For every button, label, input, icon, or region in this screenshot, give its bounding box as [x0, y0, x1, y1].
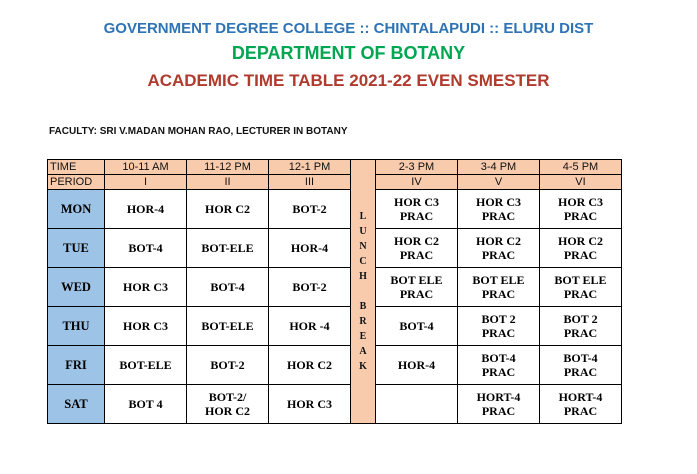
class-cell-line: BOT 4 — [128, 397, 163, 411]
class-cell — [105, 307, 187, 346]
class-cell-line: PRAC — [563, 287, 598, 301]
class-cell-line: BOT ELE — [472, 273, 525, 287]
class-cell-line: BOT-2 — [210, 358, 245, 372]
class-cell — [269, 385, 351, 424]
period-header-cell: VI — [540, 175, 622, 190]
period-header-cell: IV — [376, 175, 458, 190]
college-title: GOVERNMENT DEGREE COLLEGE :: CHINTALAPUDI :: ELURU DIST — [103, 20, 594, 37]
class-cell-line: PRAC — [481, 287, 516, 301]
period-header-cell: V — [458, 175, 540, 190]
lunch-break-letter: K — [359, 361, 367, 372]
day-label: THU — [48, 307, 105, 346]
day-label: MON — [48, 190, 105, 229]
class-cell — [187, 268, 269, 307]
day-row — [48, 307, 622, 346]
day-row — [48, 346, 622, 385]
class-cell-line: BOT-4 — [128, 241, 163, 255]
class-cell-line: BOT-4 — [563, 351, 598, 365]
class-cell — [540, 346, 622, 385]
class-cell-line: BOT-ELE — [119, 358, 172, 372]
class-cell-line: PRAC — [481, 365, 516, 379]
class-cell — [458, 307, 540, 346]
lunch-break-letter: U — [359, 226, 367, 237]
class-cell-line: PRAC — [399, 209, 434, 223]
class-cell-line: PRAC — [481, 326, 516, 340]
day-row — [48, 385, 622, 424]
class-cell — [540, 190, 622, 229]
class-cell-line: PRAC — [563, 209, 598, 223]
class-cell-line: BOT-4 — [399, 319, 434, 333]
class-cell — [269, 307, 351, 346]
class-cell — [187, 307, 269, 346]
period-header-cell: I — [105, 175, 187, 190]
class-cell — [376, 346, 458, 385]
class-cell-line: BOT-2/ — [208, 390, 247, 404]
lunch-break-letter: N — [359, 241, 367, 252]
class-cell-line: BOT ELE — [390, 273, 443, 287]
class-cell — [187, 190, 269, 229]
class-cell-line: HOR C2 — [287, 358, 332, 372]
period-header-cell: III — [269, 175, 351, 190]
class-cell-line: PRAC — [563, 248, 598, 262]
class-cell-line: HOR C2 — [476, 234, 521, 248]
class-cell — [187, 346, 269, 385]
class-cell-line: BOT 2 — [481, 312, 516, 326]
class-cell-line: HOR C3 — [287, 397, 332, 411]
period-header-cell: II — [187, 175, 269, 190]
class-cell-line: HOR C3 — [558, 195, 603, 209]
lunch-break-letter: A — [359, 346, 367, 357]
class-cell-line: PRAC — [563, 404, 598, 418]
class-cell — [540, 385, 622, 424]
class-cell — [376, 190, 458, 229]
class-cell — [458, 229, 540, 268]
class-cell-line: HOR C2 — [394, 234, 439, 248]
class-cell — [376, 307, 458, 346]
class-cell-line: PRAC — [481, 248, 516, 262]
class-cell-line: HOR-4 — [290, 241, 329, 255]
class-cell — [187, 229, 269, 268]
class-cell-line: HOR C3 — [394, 195, 439, 209]
class-cell-line: HOR -4 — [289, 319, 330, 333]
class-cell — [540, 307, 622, 346]
class-cell-line: PRAC — [563, 326, 598, 340]
lunch-break-letter: L — [359, 211, 367, 222]
class-cell-line: PRAC — [481, 404, 516, 418]
timetable-title: ACADEMIC TIME TABLE 2021-22 EVEN SMESTER — [147, 71, 550, 90]
class-cell — [376, 268, 458, 307]
lunch-break-text — [351, 209, 375, 374]
class-cell — [376, 229, 458, 268]
time-header-cell: 2-3 PM — [376, 160, 458, 175]
class-cell-line: HOR-4 — [126, 202, 165, 216]
time-header-cell: 12-1 PM — [269, 160, 351, 175]
class-cell — [187, 385, 269, 424]
class-cell-line: BOT-4 — [210, 280, 245, 294]
class-cell — [105, 190, 187, 229]
class-cell-line: HOR C2 — [205, 202, 250, 216]
timetable-body — [48, 160, 622, 424]
department-title: DEPARTMENT OF BOTANY — [231, 43, 466, 63]
class-cell-line: BOT-2 — [292, 280, 327, 294]
class-cell-line: BOT 2 — [563, 312, 598, 326]
lunch-break-letter: E — [359, 331, 367, 342]
class-cell-line: HOR C2 — [558, 234, 603, 248]
class-cell-line: PRAC — [399, 248, 434, 262]
day-label: TUE — [48, 229, 105, 268]
class-cell — [458, 190, 540, 229]
class-cell — [458, 346, 540, 385]
day-row — [48, 229, 622, 268]
period-header-row — [48, 175, 622, 190]
time-header-row — [48, 160, 622, 175]
day-label: FRI — [48, 346, 105, 385]
class-cell-line: BOT-4 — [481, 351, 516, 365]
class-cell-line: HOR C2 — [205, 404, 250, 418]
class-cell-line: PRAC — [399, 287, 434, 301]
class-cell — [540, 268, 622, 307]
class-cell — [269, 268, 351, 307]
lunch-break-letter — [351, 284, 375, 299]
class-cell-line: BOT ELE — [554, 273, 607, 287]
class-cell-line: BOT-ELE — [201, 241, 254, 255]
time-header-cell: 3-4 PM — [458, 160, 540, 175]
time-label: TIME — [48, 160, 105, 175]
class-cell — [458, 268, 540, 307]
lunch-break-letter: R — [359, 316, 367, 327]
class-cell-line: BOT-ELE — [201, 319, 254, 333]
lunch-break-letter: H — [359, 271, 367, 282]
class-cell — [105, 229, 187, 268]
time-header-cell: 4-5 PM — [540, 160, 622, 175]
class-cell — [105, 346, 187, 385]
class-cell — [105, 268, 187, 307]
class-cell — [269, 346, 351, 385]
class-cell-line: PRAC — [563, 365, 598, 379]
class-cell-line: HOR C3 — [476, 195, 521, 209]
class-cell-line: HORT-4 — [476, 390, 521, 404]
class-cell — [540, 229, 622, 268]
lunch-break-letter: B — [359, 301, 367, 312]
lunch-break-letter: C — [359, 256, 367, 267]
day-row — [48, 190, 622, 229]
day-row — [48, 268, 622, 307]
timetable — [47, 159, 622, 424]
time-header-cell: 11-12 PM — [187, 160, 269, 175]
day-label: SAT — [48, 385, 105, 424]
lunch-break-column — [351, 160, 376, 424]
class-cell-line: HOR-4 — [397, 358, 436, 372]
class-cell — [376, 385, 458, 424]
class-cell — [269, 229, 351, 268]
period-label: PERIOD — [48, 175, 105, 190]
class-cell-line: PRAC — [481, 209, 516, 223]
day-label: WED — [48, 268, 105, 307]
time-header-cell: 10-11 AM — [105, 160, 187, 175]
class-cell-line: HORT-4 — [558, 390, 603, 404]
class-cell-line: BOT-2 — [292, 202, 327, 216]
class-cell — [458, 385, 540, 424]
class-cell — [105, 385, 187, 424]
faculty-line: FACULTY: SRI V.MADAN MOHAN RAO, LECTURER IN BOTANY — [49, 126, 348, 137]
class-cell-line: HOR C3 — [123, 280, 168, 294]
class-cell-line: HOR C3 — [123, 319, 168, 333]
class-cell — [269, 190, 351, 229]
